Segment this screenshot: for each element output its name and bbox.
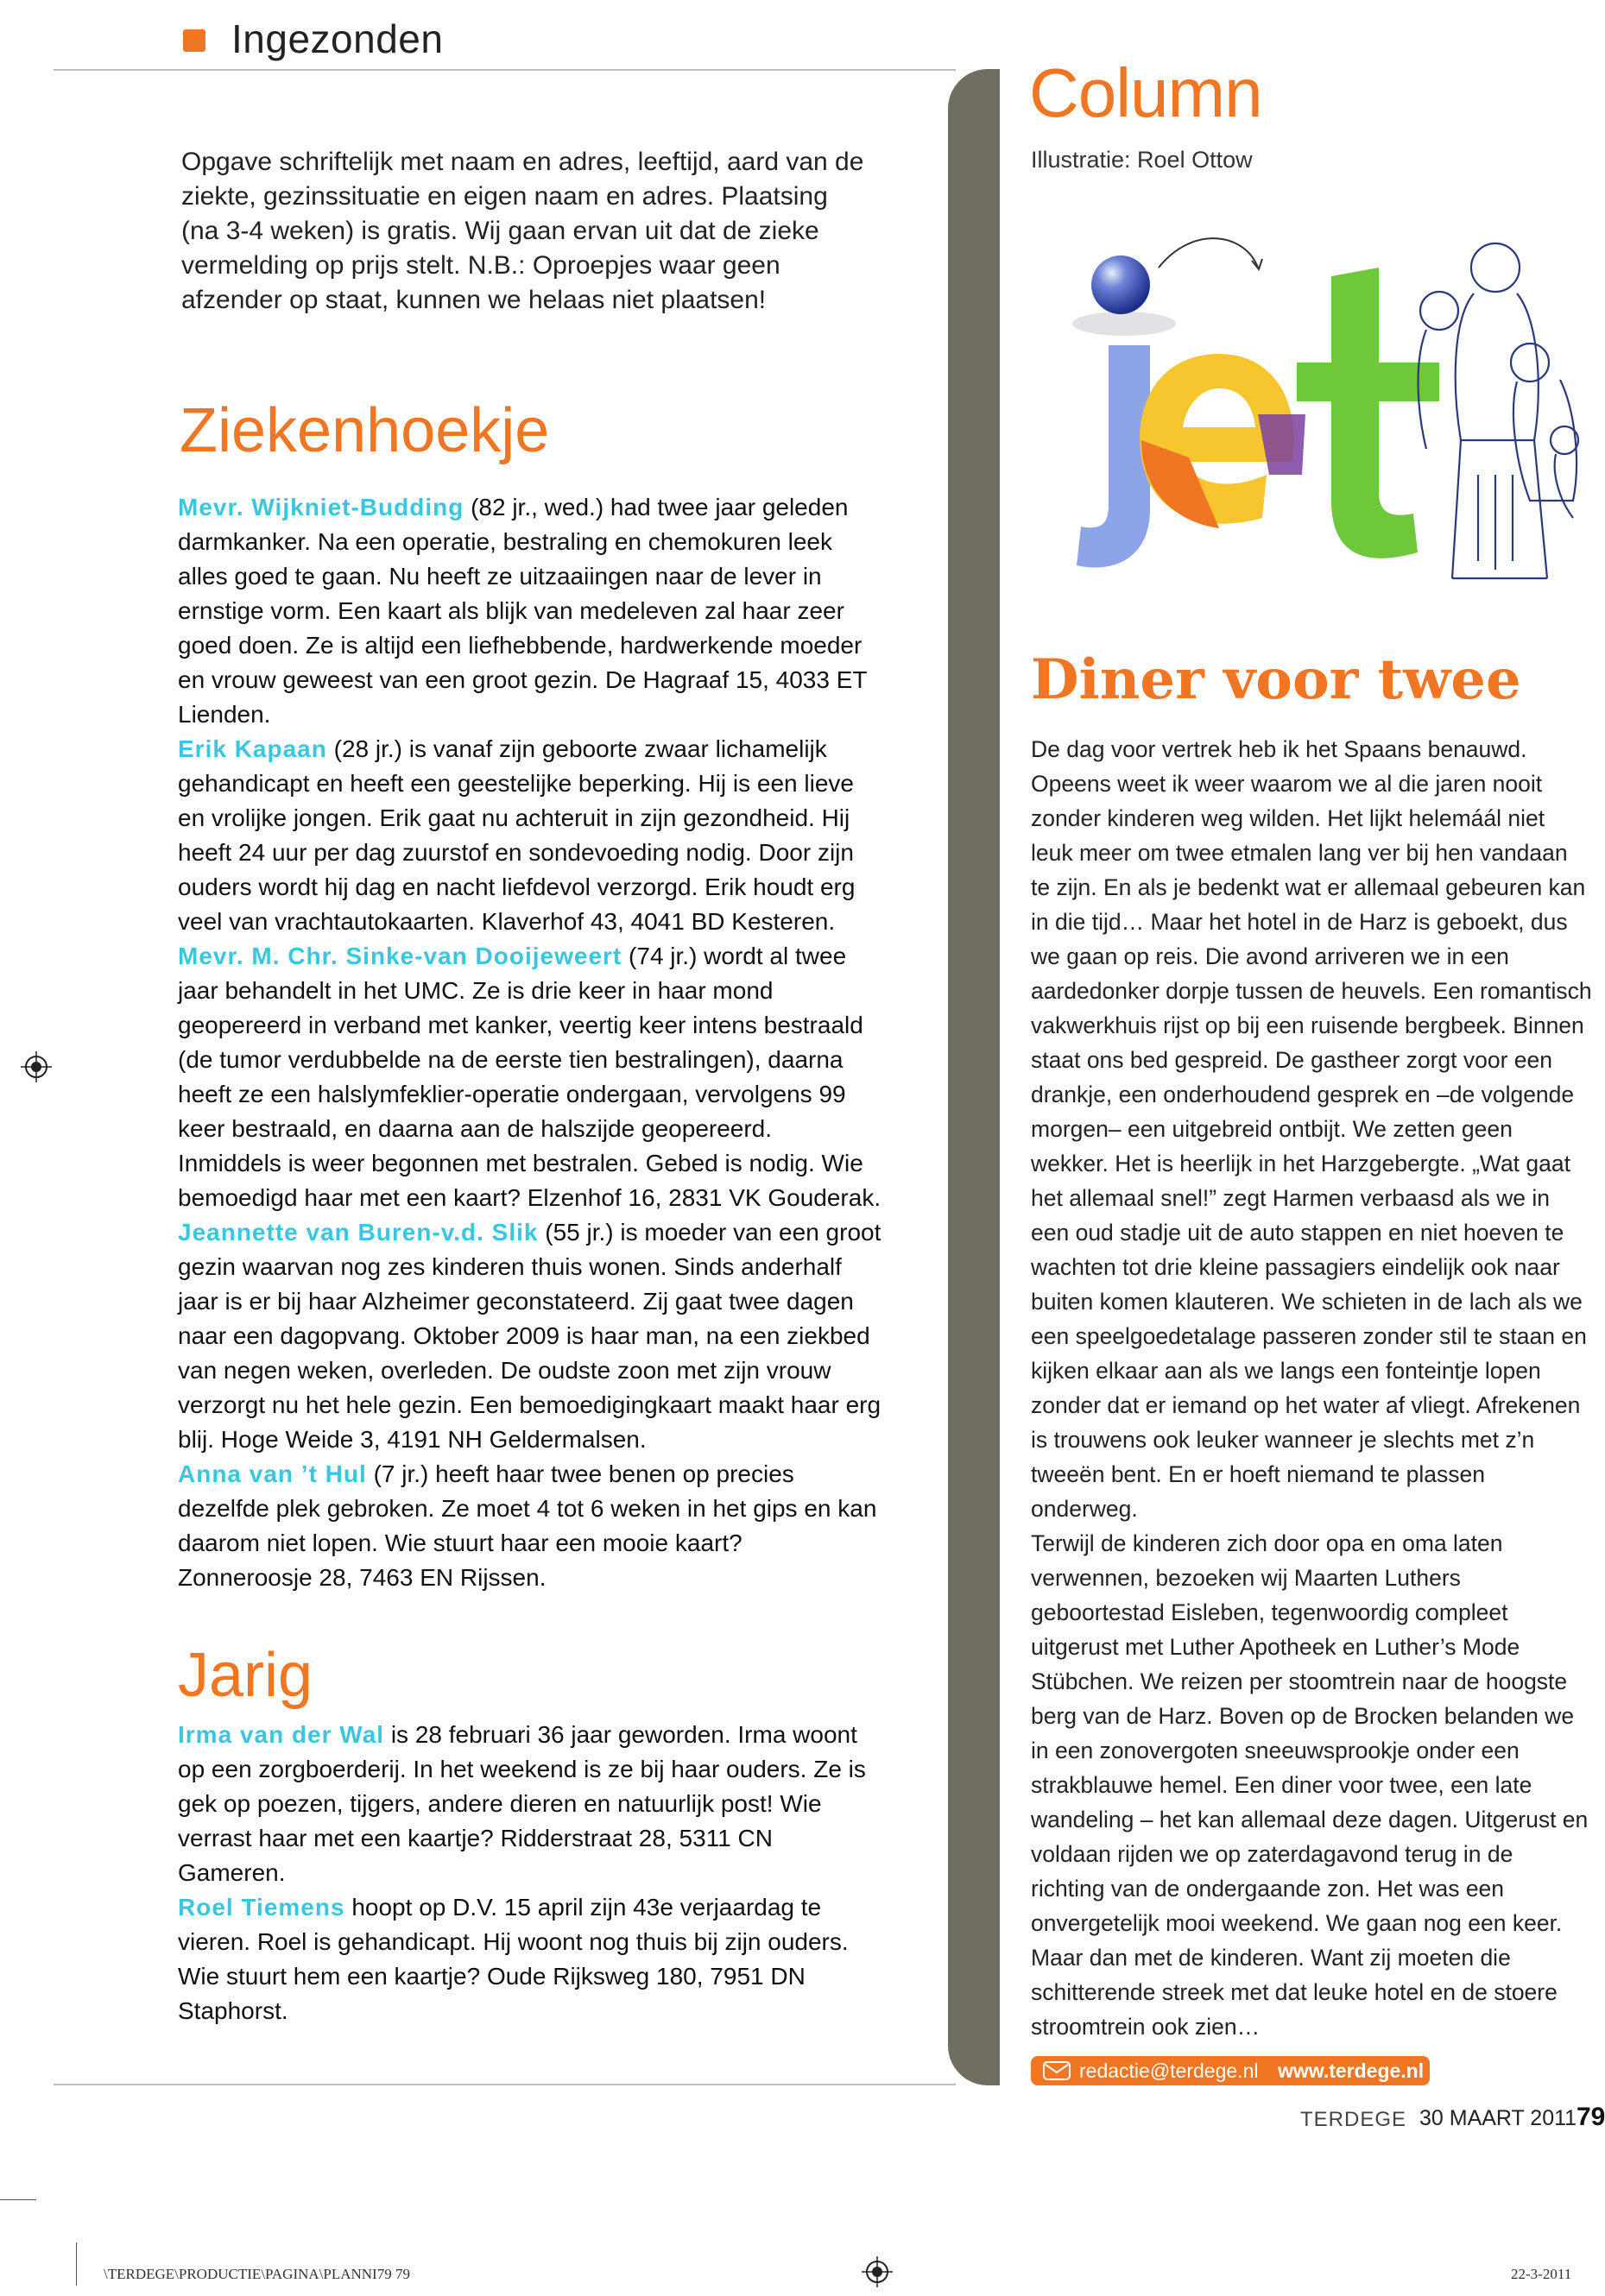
- blue-ball: [1091, 255, 1150, 314]
- ziekenhoekje-entry: [178, 732, 881, 939]
- magazine-name: TERDEGE: [1300, 2108, 1407, 2131]
- crop-mark: [0, 2199, 36, 2200]
- column-title: Diner voor twee: [1031, 647, 1521, 712]
- jarig-heading: Jarig: [178, 1641, 313, 1710]
- intro-text: Opgave schriftelijk met naam en adres, leeftijd, aard van de ziekte, gezinssituatie en eigen naam en adres. Plaatsing (na 3-4 weken) is gratis. Wij gaan ervan uit dat de zieke vermelding op prijs stelt. N.B.: Oproepjes waar geen afzender op staat, kunnen we helaas niet plaatsen!: [181, 148, 864, 314]
- issue-date: 30 MAART 2011: [1419, 2106, 1577, 2130]
- person-name: Mevr. M. Chr. Sinke-van Dooijeweert: [178, 943, 622, 969]
- family-sketch: [1419, 243, 1578, 578]
- contact-bar: [1031, 2056, 1430, 2085]
- ziekenhoekje-heading: Ziekenhoekje: [180, 396, 550, 465]
- section-title: Ingezonden: [231, 16, 444, 61]
- column-separator-band: [948, 69, 1000, 2085]
- ziekenhoekje-entry: [178, 1457, 881, 1595]
- ziekenhoekje-list: [178, 490, 881, 1595]
- entry-text: (28 jr.) is vanaf zijn geboorte zwaar lichamelijk gehandicapt en heeft een geestelijke beperking. Hij is een lieve en vrolijke jongen. Erik gaat nu achteruit in zijn gezondheid. Hij heeft 24 uur per dag zuurstof en sondevoeding nodig. Door zijn ouders wordt hij dag en nacht liefdevol verzorgd. Erik houdt erg veel van vrachtautokaarten. Klaverhof 43, 4041 BD Kesteren.: [178, 735, 856, 935]
- website-link[interactable]: www.terdege.nl: [1278, 2059, 1425, 2082]
- person-name: Roel Tiemens: [178, 1894, 345, 1921]
- bottom-divider: [54, 2084, 956, 2085]
- column-paragraph: Terwijl de kinderen zich door opa en oma laten verwennen, bezoeken wij Maarten Luthers geboortestad Eisleben, tegenwoordig compleet uitgerust met Luther Apotheek en Luther’s Mode Stübchen. We reizen per stoomtrein naar de hoogste berg van de Harz. Boven op de Brocken belanden we in een zonovergoten sneeuwsprookje onder een strakblauwe hemel. Een diner voor twee, een late wandeling – het kan allemaal deze dagen. Uitgerust en voldaan rijden we op zaterdagavond terug in de richting van de ondergaande zon. Het was een onvergetelijk mooi weekend. We gaan nog een keer. Maar dan met de kinderen. Want zij moeten die schitterende streek met dat leuke hotel en de stoere stroomtrein ook zien…: [1031, 1530, 1589, 2040]
- person-name: Anna van ’t Hul: [178, 1460, 367, 1487]
- entry-text: (55 jr.) is moeder van een groot gezin waarvan nog zes kinderen thuis wonen. Sinds anderhalf jaar is er bij haar Alzheimer geconstateerd. Zij gaat twee dagen naar een dagopvang. Oktober 2009 is haar man, na een ziekbed van negen weken, overleden. De oudste zoon met zijn vrouw verzorgt nu het hele gezin. Een bemoedigingkaart maakt haar erg blij. Hoge Weide 3, 4191 NH Geldermalsen.: [178, 1219, 881, 1453]
- letter-t: [1297, 268, 1439, 558]
- person-name: Jeannette van Buren-v.d. Slik: [178, 1219, 539, 1246]
- column-paragraph: De dag voor vertrek heb ik het Spaans benauwd. Opeens weet ik weer waarom we al die jaren nooit zonder kinderen weg wilden. Het lijkt helemáál niet leuk meer om twee etmalen lang ver bij hen vandaan te zijn. En als je bedenkt wat er allemaal gebeuren kan in die tijd… Maar het hotel in de Harz is geboekt, dus we gaan op reis. Die avond arriveren we in een aardedonker dorpje tussen de heuvels. Een romantisch vakwerkhuis rijst op bij een ruisende bergbeek. Binnen staat ons bed gespreid. De gastheer zorgt voor een drankje, een onderhoudend gesprek en –de volgende morgen– een uitgebreid ontbijt. We zetten geen wekker. Het is heerlijk in het Harzgebergte. „Wat gaat het allemaal snel!” zegt Harmen verbaasd als we in een oud stadje uit de auto stappen en niet hoeven te wachten tot drie kleine passagiers eindelijk ook naar buiten komen klauteren. We schieten in de lach als we een speelgoedetalage passeren zonder stil te staan en kijken elkaar aan als we langs een fonteintje lopen zonder dat er iemand op het water af vliegt. Afrekenen is trouwens ook leuker wanneer je slechts met z’n tweeën bent. En er hoeft niemand te plassen onderweg.: [1031, 736, 1592, 1522]
- mail-icon: [1043, 2061, 1071, 2080]
- illustration-credit: Illustratie: Roel Ottow: [1031, 147, 1253, 173]
- print-slug-path: \TERDEGE\PRODUCTIE\PAGINA\PLANNI79 79: [104, 2266, 410, 2282]
- letter-j: [1077, 345, 1150, 567]
- section-marker-square: [183, 29, 205, 52]
- person-name: Erik Kapaan: [178, 735, 327, 762]
- ziekenhoekje-entry: [178, 1215, 881, 1457]
- entry-text: (7 jr.) heeft haar twee benen op precies dezelfde plek gebroken. Ze moet 4 tot 6 weken in het gips en kan daarom niet lopen. Wie stuurt haar een mooie kaart? Zonneroosje 28, 7463 EN Rijssen.: [178, 1460, 877, 1591]
- person-name: Irma van der Wal: [178, 1721, 385, 1748]
- entry-text: (74 jr.) wordt al twee jaar behandelt in het UMC. Ze is drie keer in haar mond geopereerd in verband met kanker, veertig keer intens bestraald (de tumor verdubbelde na de eerste tien bestralingen), daarna heeft ze een halslymfeklier-operatie ondergaan, vervolgens 99 keer bestraald, en daarna aan de halszijde geopereerd. Inmiddels is weer begonnen met bestralen. Gebed is nodig. Wie bemoedigd haar met een kaart? Elzenhof 16, 2831 VK Gouderak.: [178, 943, 881, 1211]
- jet-column-logo: [1046, 216, 1593, 613]
- column-body: [1031, 732, 1592, 2044]
- top-divider: [54, 69, 956, 71]
- ziekenhoekje-entry: [178, 490, 881, 732]
- column-label: Column: [1029, 54, 1262, 131]
- entry-text: is 28 februari 36 jaar geworden. Irma woont op een zorgboerderij. In het weekend is ze bij haar ouders. Ze is gek op poezen, tijgers, andere dieren en natuurlijk post! Wie verrast haar met een kaartje? Ridderstraat 28, 5311 CN Gameren.: [178, 1721, 866, 1886]
- print-slug-date: 22-3-2011: [1511, 2266, 1572, 2282]
- person-name: Mevr. Wijkniet-Budding: [178, 494, 464, 520]
- ball-shadow: [1072, 312, 1176, 336]
- jarig-entry: [178, 1890, 881, 2028]
- ball-arc: [1159, 238, 1258, 268]
- entry-text: (82 jr., wed.) had twee jaar geleden darmkanker. Na een operatie, bestraling en chemokuren leek alles goed te gaan. Nu heeft ze uitzaaiingen naar de lever in ernstige vorm. Een kaart als blijk van medeleven zal haar zeer goed doen. Ze is altijd een liefhebbende, hardwerkende moeder en vrouw geweest van een groot gezin. De Hagraaf 15, 4033 ET Lienden.: [178, 494, 867, 728]
- ziekenhoekje-entry: [178, 939, 881, 1215]
- entry-text: hoopt op D.V. 15 april zijn 43e verjaardag te vieren. Roel is gehandicapt. Hij woont nog thuis bij zijn ouders. Wie stuurt hem een kaartje? Oude Rijksweg 180, 7951 DN Staphorst.: [178, 1894, 849, 2024]
- crop-mark: [76, 2242, 77, 2286]
- email-link[interactable]: redactie@terdege.nl: [1079, 2059, 1259, 2082]
- jarig-entry: [178, 1718, 881, 1890]
- registration-mark-icon: [862, 2256, 893, 2287]
- jarig-list: [178, 1718, 881, 2028]
- page-number: 79: [1577, 2103, 1605, 2131]
- registration-mark-icon: [21, 1051, 52, 1082]
